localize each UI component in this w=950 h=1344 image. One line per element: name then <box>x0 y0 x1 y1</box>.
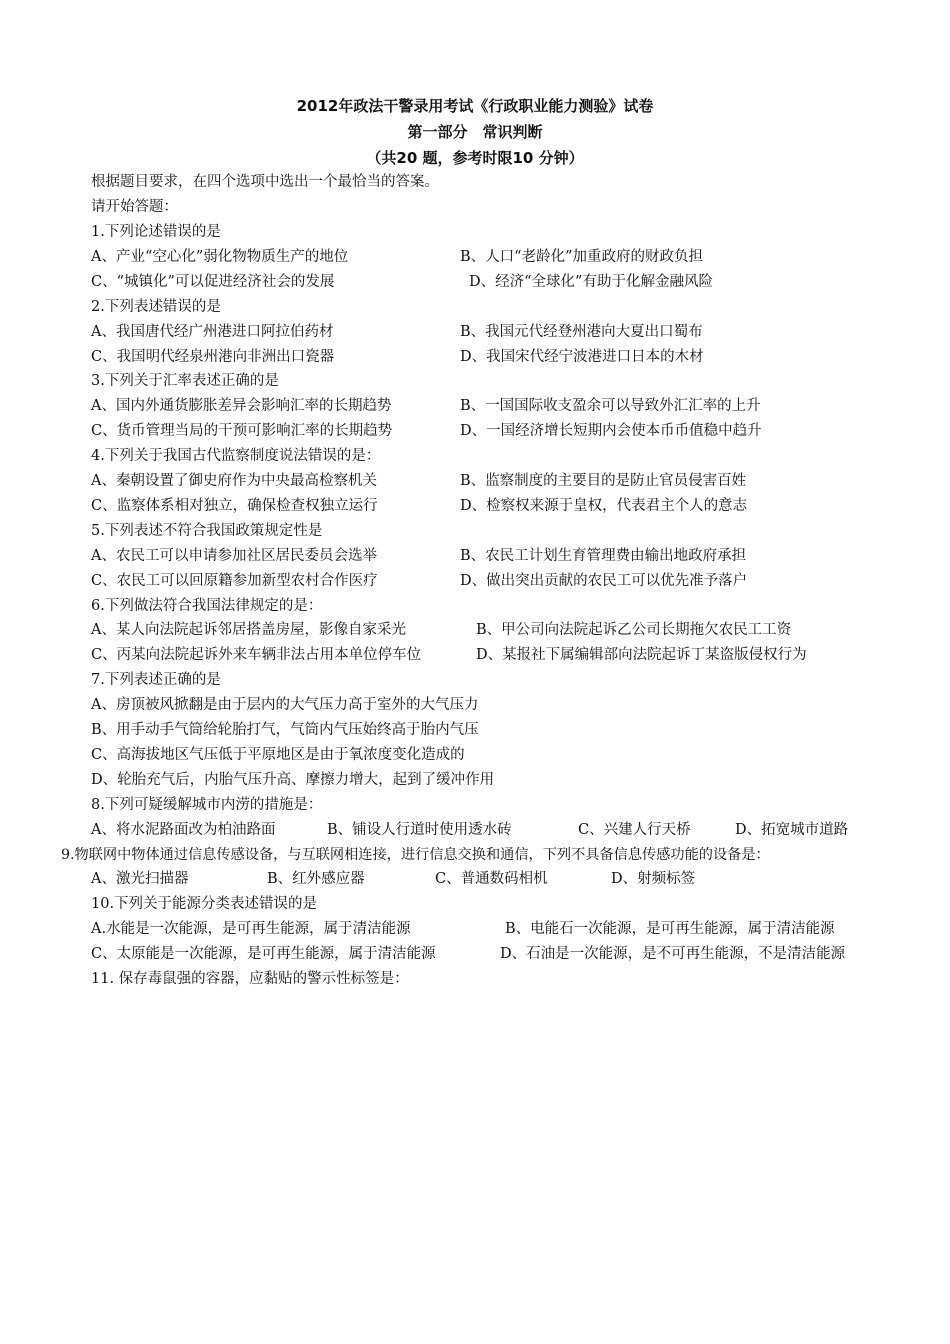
question-4-option-c: C、监察体系相对独立，确保检查权独立运行 <box>91 498 378 514</box>
question-7-option-b: B、用手动手气筒给轮胎打气，气筒内气压始终高于胎内气压 <box>91 722 479 738</box>
question-8-option-a: A、将水泥路面改为柏油路面 <box>91 822 276 838</box>
question-8-stem: 8.下列可疑缓解城市内涝的措施是： <box>91 797 323 813</box>
question-1-stem: 1.下列论述错误的是 <box>91 224 221 240</box>
question-2-stem: 2.下列表述错误的是 <box>91 299 221 315</box>
question-3-option-d: D、一国经济增长短期内会使本币币值稳中趋升 <box>460 423 762 439</box>
start-prompt: 请开始答题： <box>91 199 178 215</box>
question-2-option-d: D、我国宋代经宁波港进口日本的木材 <box>460 349 704 365</box>
question-2-option-c: C、我国明代经泉州港向非洲出口瓷器 <box>91 349 335 365</box>
question-9-option-b: B、红外感应器 <box>267 871 365 887</box>
question-7-stem: 7.下列表述正确的是 <box>91 672 221 688</box>
section-note: （共20 题，参考时限10 分钟） <box>366 149 584 167</box>
question-10-option-d: D、石油是一次能源，是不可再生能源，不是清洁能源 <box>500 946 846 962</box>
question-9-option-a: A、激光扫描器 <box>91 871 189 887</box>
question-1-option-d: D、经济“全球化”有助于化解金融风险 <box>469 274 713 290</box>
question-3-option-c: C、货币管理当局的干预可影响汇率的长期趋势 <box>91 423 393 439</box>
question-2-option-b: B、我国元代经登州港向大夏出口蜀布 <box>460 324 703 340</box>
question-6-option-d: D、某报社下属编辑部向法院起诉丁某盗版侵权行为 <box>476 647 807 663</box>
question-8-option-d: D、拓宽城市道路 <box>735 822 849 838</box>
question-3-option-b: B、一国国际收支盈余可以导致外汇汇率的上升 <box>460 398 761 414</box>
question-9-option-d: D、射频标签 <box>611 871 696 887</box>
question-10-option-c: C、太原能是一次能源，是可再生能源，属于清洁能源 <box>91 946 436 962</box>
question-6-option-c: C、丙某向法院起诉外来车辆非法占用本单位停车位 <box>91 647 422 663</box>
question-10-stem: 10.下列关于能源分类表述错误的是 <box>91 896 318 912</box>
question-5-stem: 5.下列表述不符合我国政策规定性是 <box>91 523 323 539</box>
page-title: 2012年政法干警录用考试《行政职业能力测验》试卷 <box>296 97 654 115</box>
question-5-option-a: A、农民工可以申请参加社区居民委员会选举 <box>91 548 377 564</box>
question-4-stem: 4.下列关于我国古代监察制度说法错误的是： <box>91 448 381 464</box>
question-3-stem: 3.下列关于汇率表述正确的是 <box>91 373 279 389</box>
question-3-option-a: A、国内外通货膨胀差异会影响汇率的长期趋势 <box>91 398 392 414</box>
question-10-option-b: B、电能石一次能源，是可再生能源，属于清洁能源 <box>505 921 835 937</box>
question-7-option-c: C、高海拔地区气压低于平原地区是由于氧浓度变化造成的 <box>91 747 465 763</box>
question-8-option-b: B、铺设人行道时使用透水砖 <box>327 822 512 838</box>
question-5-option-b: B、农民工计划生育管理费由输出地政府承担 <box>460 548 747 564</box>
question-10-option-a: A.水能是一次能源，是可再生能源，属于清洁能源 <box>91 921 411 937</box>
question-9-option-c: C、普通数码相机 <box>435 871 548 887</box>
question-6-option-a: A、某人向法院起诉邻居搭盖房屋，影像自家采光 <box>91 622 406 638</box>
question-6-option-b: B、甲公司向法院起诉乙公司长期拖欠农民工工资 <box>476 622 792 638</box>
question-5-option-d: D、做出突出贡献的农民工可以优先准予落户 <box>460 573 748 589</box>
question-7-option-a: A、房顶被风掀翻是由于层内的大气压力高于室外的大气压力 <box>91 697 479 713</box>
question-9-stem: 9.物联网中物体通过信息传感设备，与互联网相连接，进行信息交换和通信，下列不具备信息传感功能的设备是： <box>61 847 770 863</box>
question-1-option-c: C、“城镇化”可以促进经济社会的发展 <box>91 274 335 290</box>
section-heading: 第一部分 常识判断 <box>407 123 543 141</box>
question-1-option-b: B、人口“老龄化”加重政府的财政负担 <box>460 249 703 265</box>
question-11-stem: 11. 保存毒鼠强的容器，应黏贴的警示性标签是： <box>91 971 409 987</box>
instruction-text: 根据题目要求，在四个选项中选出一个最恰当的答案。 <box>91 174 439 190</box>
question-8-option-c: C、兴建人行天桥 <box>578 822 691 838</box>
question-6-stem: 6.下列做法符合我国法律规定的是： <box>91 598 323 614</box>
question-4-option-a: A、秦朝设置了御史府作为中央最高检察机关 <box>91 473 377 489</box>
question-2-option-a: A、我国唐代经广州港进口阿拉伯药材 <box>91 324 334 340</box>
question-1-option-a: A、产业“空心化”弱化物物质生产的地位 <box>91 249 349 265</box>
question-4-option-b: B、监察制度的主要目的是防止官员侵害百姓 <box>460 473 747 489</box>
question-5-option-c: C、农民工可以回原籍参加新型农村合作医疗 <box>91 573 378 589</box>
question-7-option-d: D、轮胎充气后，内胎气压升高、摩擦力增大，起到了缓冲作用 <box>91 772 495 788</box>
question-4-option-d: D、检察权来源于皇权，代表君主个人的意志 <box>460 498 748 514</box>
